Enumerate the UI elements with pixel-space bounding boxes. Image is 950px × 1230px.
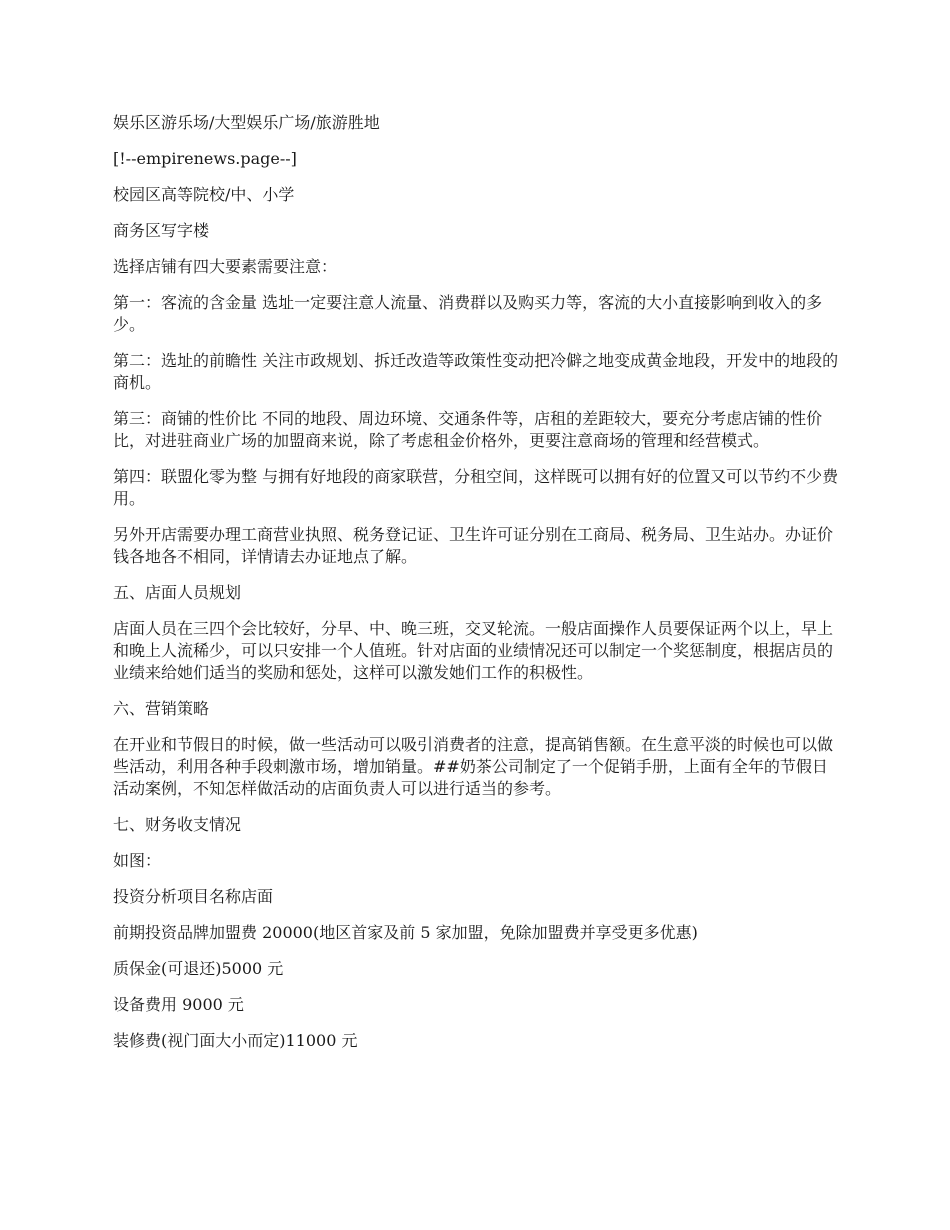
document-body [113, 112, 840, 1066]
paragraph-renovation-cost: 装修费(视门面大小而定)11000 元 [113, 1031, 358, 1050]
paragraph-page-marker: [!--empirenews.page--] [113, 149, 297, 168]
paragraph-factor-three: 第三：商铺的性价比 不同的地段、周边环境、交通条件等，店租的差距较大，要充分考虑店铺的性价比，对进驻商业广场的加盟商来说，除了考虑租金价格外，更要注意商场的管理和经营模式。 [113, 409, 823, 450]
paragraph-investment-header: 投资分析项目名称店面 [113, 887, 274, 906]
paragraph-see-figure: 如图： [113, 851, 162, 870]
paragraph-marketing: 在开业和节假日的时候，做一些活动可以吸引消费者的注意，提高销售额。在生意平淡的时候也可以做些活动，利用各种手段刺激市场，增加销量。##奶茶公司制定了一个促销手册，上面有全年的节假日活动案例，不知怎样做活动的店面负责人可以进行适当的参考。 [113, 735, 834, 798]
paragraph-franchise-fee: 前期投资品牌加盟费 20000(地区首家及前 5 家加盟，免除加盟费并享受更多优惠) [113, 923, 698, 942]
paragraph-licenses: 另外开店需要办理工商营业执照、税务登记证、卫生许可证分别在工商局、税务局、卫生站办。办证价钱各地各不相同，详情请去办证地点了解。 [113, 525, 834, 566]
paragraph-factor-two: 第二：选址的前瞻性 关注市政规划、拆迁改造等政策性变动把冷僻之地变成黄金地段，开发中的地段的商机。 [113, 351, 839, 392]
paragraph-four-factors-intro: 选择店铺有四大要素需要注意： [113, 257, 338, 276]
section-heading-marketing: 六、营销策略 [113, 699, 210, 718]
paragraph-campus-zone: 校园区高等院校/中、小学 [113, 185, 295, 204]
paragraph-factor-four: 第四：联盟化零为整 与拥有好地段的商家联营，分租空间，这样既可以拥有好的位置又可以节约不少费用。 [113, 467, 839, 508]
section-heading-finance: 七、财务收支情况 [113, 815, 242, 834]
paragraph-staffing: 店面人员在三四个会比较好，分早、中、晚三班，交叉轮流。一般店面操作人员要保证两个以上，早上和晚上人流稀少，可以只安排一个人值班。针对店面的业绩情况还可以制定一个奖惩制度，根据店员的业绩来给她们适当的奖励和惩处，这样可以激发她们工作的积极性。 [113, 619, 834, 682]
section-heading-staffing: 五、店面人员规划 [113, 583, 242, 602]
paragraph-business-zone: 商务区写字楼 [113, 221, 210, 240]
paragraph-factor-one: 第一：客流的含金量 选址一定要注意人流量、消费群以及购买力等，客流的大小直接影响到收入的多少。 [113, 293, 823, 334]
paragraph-entertainment-zone: 娱乐区游乐场/大型娱乐广场/旅游胜地 [113, 113, 380, 132]
paragraph-deposit: 质保金(可退还)5000 元 [113, 959, 284, 978]
paragraph-equipment-cost: 设备费用 9000 元 [113, 995, 244, 1014]
